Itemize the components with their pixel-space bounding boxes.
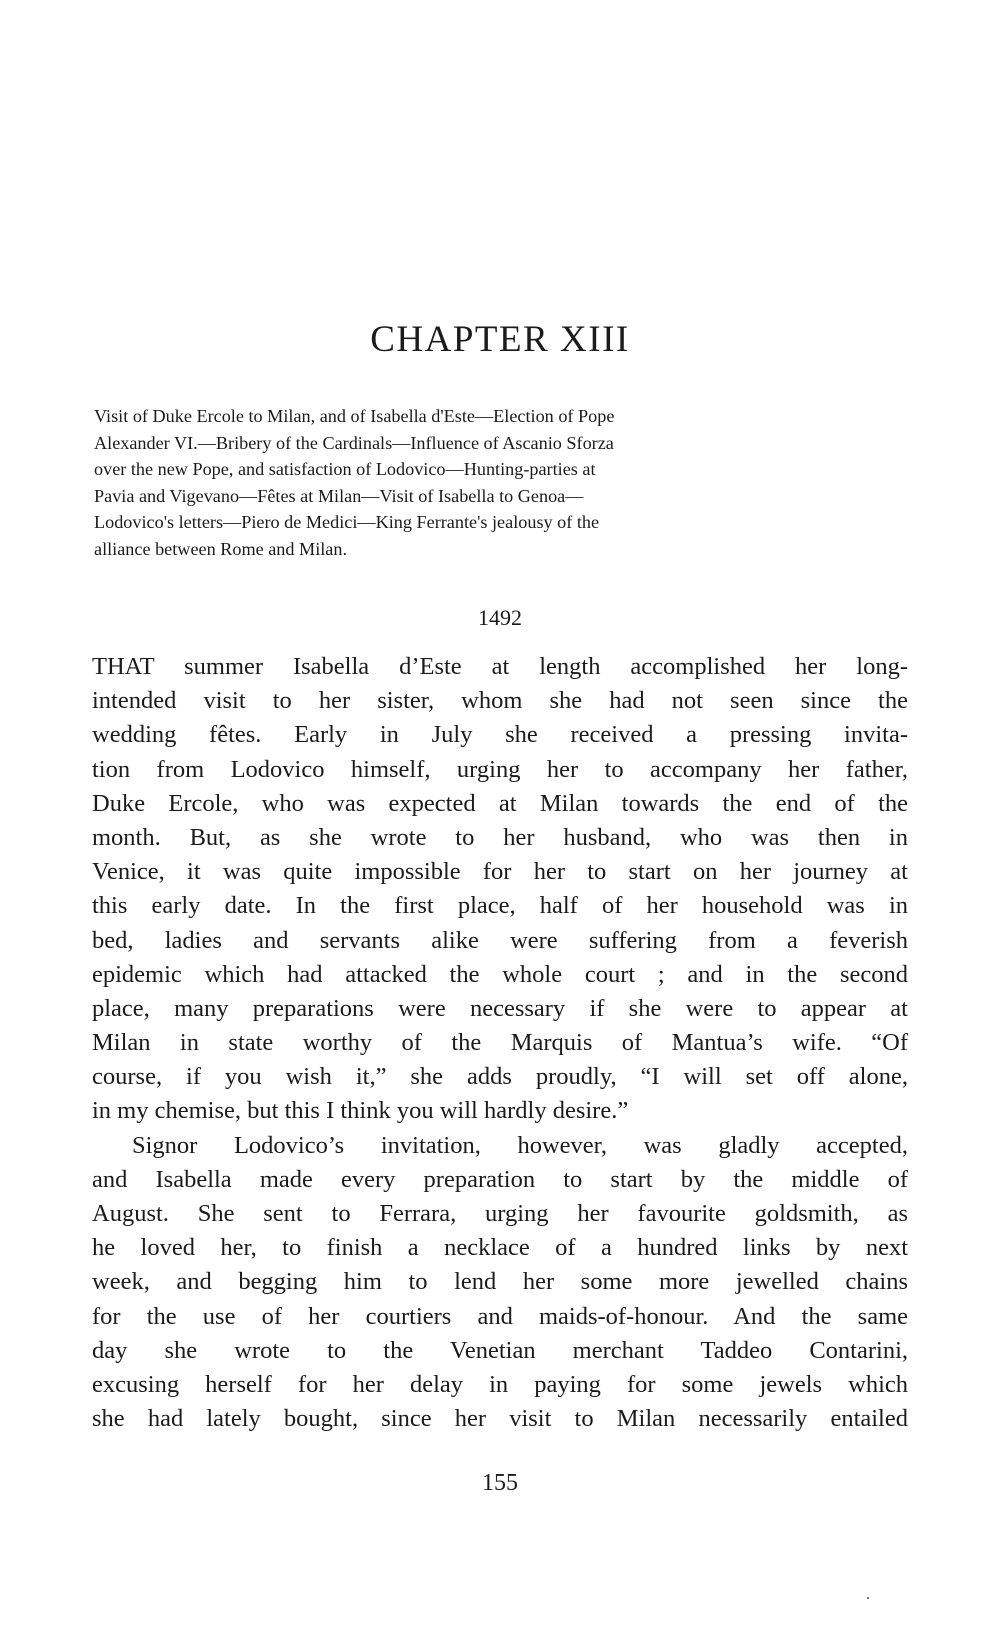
- body-line: month. But, as she wrote to her husband, who was then in: [92, 823, 908, 851]
- summary-line: Visit of Duke Ercole to Milan, and of Isabella d'Este—Election of Pope: [94, 406, 615, 426]
- summary-line: Alexander VI.—Bribery of the Cardinals—Influence of Ascanio Sforza: [94, 432, 614, 453]
- body-line: and Isabella made every preparation to start by the middle of: [92, 1165, 908, 1193]
- body-line: Duke Ercole, who was expected at Milan towards the end of the: [92, 789, 908, 817]
- body-line: wedding fêtes. Early in July she received a pressing invita-: [92, 721, 908, 749]
- body-line: bed, ladies and servants alike were suffering from a feverish: [92, 926, 908, 954]
- chapter-title: CHAPTER XIII: [370, 319, 630, 360]
- body-line: Signor Lodovico’s invitation, however, was gladly accepted,: [132, 1131, 908, 1159]
- body-line: week, and begging him to lend her some more jewelled chains: [92, 1268, 908, 1296]
- body-line: Venice, it was quite impossible for her to start on her journey at: [92, 858, 908, 886]
- body-line: he loved her, to finish a necklace of a hundred links by next: [92, 1234, 908, 1262]
- body-line: August. She sent to Ferrara, urging her favourite goldsmith, as: [92, 1200, 908, 1227]
- body-line: THAT summer Isabella d’Este at length accomplished her long-: [92, 653, 908, 680]
- body-text: [92, 650, 908, 1436]
- print-speck: [867, 1597, 869, 1599]
- summary-line: Lodovico's letters—Piero de Medici—King Ferrante's jealousy of the: [94, 512, 600, 532]
- chapter-summary: [94, 403, 957, 562]
- body-line: epidemic which had attacked the whole court ; and in the second: [92, 960, 908, 988]
- body-line: excusing herself for her delay in paying for some jewels which: [92, 1370, 908, 1398]
- year-heading: 1492: [478, 605, 522, 630]
- body-line: intended visit to her sister, whom she had not seen since the: [92, 687, 908, 715]
- summary-line: Pavia and Vigevano—Fêtes at Milan—Visit of Isabella to Genoa—: [94, 485, 584, 506]
- body-line: for the use of her courtiers and maids-of-honour. And the same: [92, 1302, 908, 1330]
- body-line: she had lately bought, since her visit to Milan necessarily entailed: [92, 1405, 908, 1433]
- body-line: place, many preparations were necessary if she were to appear at: [92, 994, 908, 1022]
- body-line: Milan in state worthy of the Marquis of Mantua’s wife. “Of: [92, 1029, 908, 1057]
- body-line: day she wrote to the Venetian merchant Taddeo Contarini,: [92, 1336, 908, 1364]
- body-line: tion from Lodovico himself, urging her to accompany her father,: [92, 755, 908, 783]
- page-number: 155: [482, 1470, 518, 1496]
- body-line: in my chemise, but this I think you will hardly desire.”: [92, 1097, 629, 1125]
- summary-line: over the new Pope, and satisfaction of Lodovico—Hunting-parties at: [94, 459, 596, 479]
- body-line: this early date. In the first place, half of her household was in: [92, 892, 908, 920]
- summary-line: alliance between Rome and Milan.: [94, 538, 348, 559]
- body-line: course, if you wish it,” she adds proudly, “I will set off alone,: [92, 1063, 908, 1091]
